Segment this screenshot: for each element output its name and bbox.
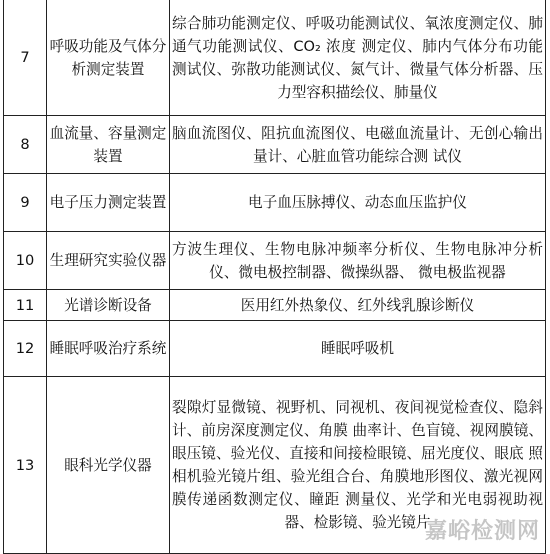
row-number: 11 xyxy=(4,290,47,321)
row-number: 12 xyxy=(4,321,47,377)
table-row xyxy=(4,174,546,232)
watermark-text: 嘉峪检测网 xyxy=(424,519,540,544)
row-number: 8 xyxy=(4,116,47,174)
category-cell: 呼吸功能及气体分析测定装置 xyxy=(47,0,170,116)
row-number: 13 xyxy=(4,377,47,554)
device-table xyxy=(3,0,546,554)
items-cell: 脑血流图仪、阻抗血流图仪、电磁血流量计、无创心输出量计、心脏血管功能综合测 试仪 xyxy=(170,116,546,174)
table-row xyxy=(4,0,546,116)
row-number: 7 xyxy=(4,0,47,116)
items-cell: 电子血压脉搏仪、动态血压监护仪 xyxy=(170,174,546,232)
items-cell: 医用红外热象仪、红外线乳腺诊断仪 xyxy=(170,290,546,321)
items-cell: 睡眠呼吸机 xyxy=(170,321,546,377)
category-cell: 生理研究实验仪器 xyxy=(47,232,170,290)
table-row xyxy=(4,321,546,377)
category-cell: 眼科光学仪器 xyxy=(47,377,170,554)
items-cell: 方波生理仪、生物电脉冲频率分析仪、生物电脉冲分析仪、微电极控制器、微操纵器、 微电极监视器 xyxy=(170,232,546,290)
category-cell: 血流量、容量测定装置 xyxy=(47,116,170,174)
row-number: 10 xyxy=(4,232,47,290)
category-cell: 光谱诊断设备 xyxy=(47,290,170,321)
table-row xyxy=(4,290,546,321)
table-row xyxy=(4,116,546,174)
row-number: 9 xyxy=(4,174,47,232)
items-cell: 裂隙灯显微镜、视野机、同视机、夜间视觉检查仪、隐斜计、前房深度测定仪、角膜 曲率计、色盲镜、视网膜镜、眼压镜、验光仪、直接和间接检眼镜、屈光度仪、眼底 照相机验光镜片组、验光组合台、角膜地形图仪、激光视网膜传递函数测定仪、瞳距 测量仪、光学和光电弱视助视器、检影镜、验光镜片 xyxy=(170,377,546,554)
items-cell: 综合肺功能测定仪、呼吸功能测试仪、氧浓度测定仪、肺通气功能测试仪、CO₂ 浓度 测定仪、肺内气体分布功能测试仪、弥散功能测试仪、氮气计、微量气体分析器、压 力型容积描绘仪、肺量仪 xyxy=(170,0,546,116)
category-cell: 睡眠呼吸治疗系统 xyxy=(47,321,170,377)
table-row xyxy=(4,232,546,290)
category-cell: 电子压力测定装置 xyxy=(47,174,170,232)
